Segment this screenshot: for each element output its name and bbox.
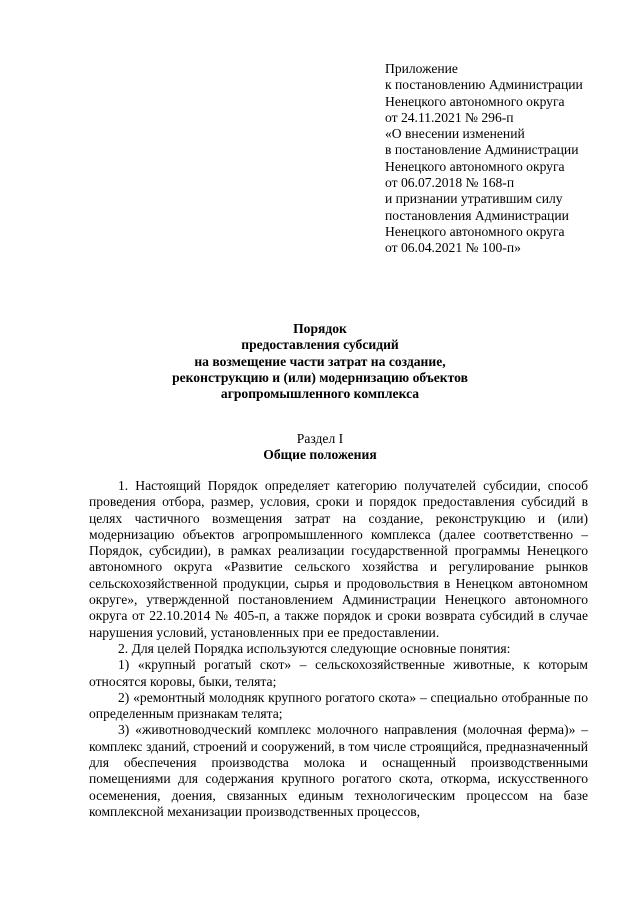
section-header: [0, 431, 640, 464]
title-line: Порядок: [293, 321, 347, 336]
title-line: агропромышленного комплекса: [220, 386, 420, 402]
appendix-line: Ненецкого автономного округа: [385, 93, 565, 109]
document-title: [0, 321, 640, 402]
appendix-line: в постановление Администрации: [385, 142, 579, 158]
appendix-block: [385, 61, 635, 257]
appendix-line: от 24.11.2021 № 296-п: [385, 109, 514, 125]
paragraph: 2) «ремонтный молодняк крупного рогатого скота» – специально отобранные по определенным признакам телята;: [89, 689, 588, 722]
appendix-line: постановления Администрации: [385, 207, 569, 223]
section-heading: Общие положения: [263, 447, 377, 463]
title-line: реконструкцию и (или) модернизацию объектов: [172, 369, 468, 385]
appendix-line: и признании утратившим силу: [385, 191, 563, 207]
body-text: [89, 478, 588, 820]
appendix-line: «О внесении изменений: [385, 126, 525, 142]
title-line: предоставления субсидий: [241, 337, 399, 353]
paragraph: 1) «крупный рогатый скот» – сельскохозяйственные животные, к которым относятся коровы, быки, телята;: [89, 657, 588, 689]
paragraph: 1. Настоящий Порядок определяет категорию получателей субсидии, способ проведения отбора, размер, условия, сроки и порядок предоставления субсидий в целях частичного возмещения затрат на создание, реконструкцию и (или) модернизацию объектов агропромышленного комплекса (далее соответственно – Порядок, субсидии), в рамках реализации государственной программы Ненецкого автономного округа «Развитие сельского хозяйства и регулирование рынков сельскохозяйственной продукции, сырья и продовольствия в Ненецком автономном округе», утвержденной постановлением Администрации Ненецкого автономного округа от 22.10.2014 № 405-п, а также порядок и сроки возврата субсидий в случае нарушения условий, установленных при ее предоставлении.: [89, 478, 588, 640]
appendix-line: Ненецкого автономного округа: [385, 158, 565, 174]
section-number: Раздел I: [296, 431, 344, 446]
paragraph: 3) «животноводческий комплекс молочного направления (молочная ферма)» – комплекс зданий, строений и сооружений, в том числе строящийся, предназначенный для обеспечения производства молока и оснащенный производственными помещениями для содержания крупного рогатого скота, откорма, искусственного осеменения, доения, связанных единым технологическим процессом на базе комплексной механизации производственных процессов,: [89, 722, 588, 819]
appendix-line: Приложение: [385, 61, 458, 76]
paragraph: 2. Для целей Порядка используются следующие основные понятия:: [118, 640, 511, 656]
appendix-line: Ненецкого автономного округа: [385, 223, 565, 239]
appendix-line: от 06.07.2018 № 168-п: [385, 175, 515, 191]
appendix-line: от 06.04.2021 № 100-п»: [385, 240, 521, 256]
title-line: на возмещение части затрат на создание,: [194, 353, 446, 369]
appendix-line: к постановлению Администрации: [385, 77, 583, 93]
